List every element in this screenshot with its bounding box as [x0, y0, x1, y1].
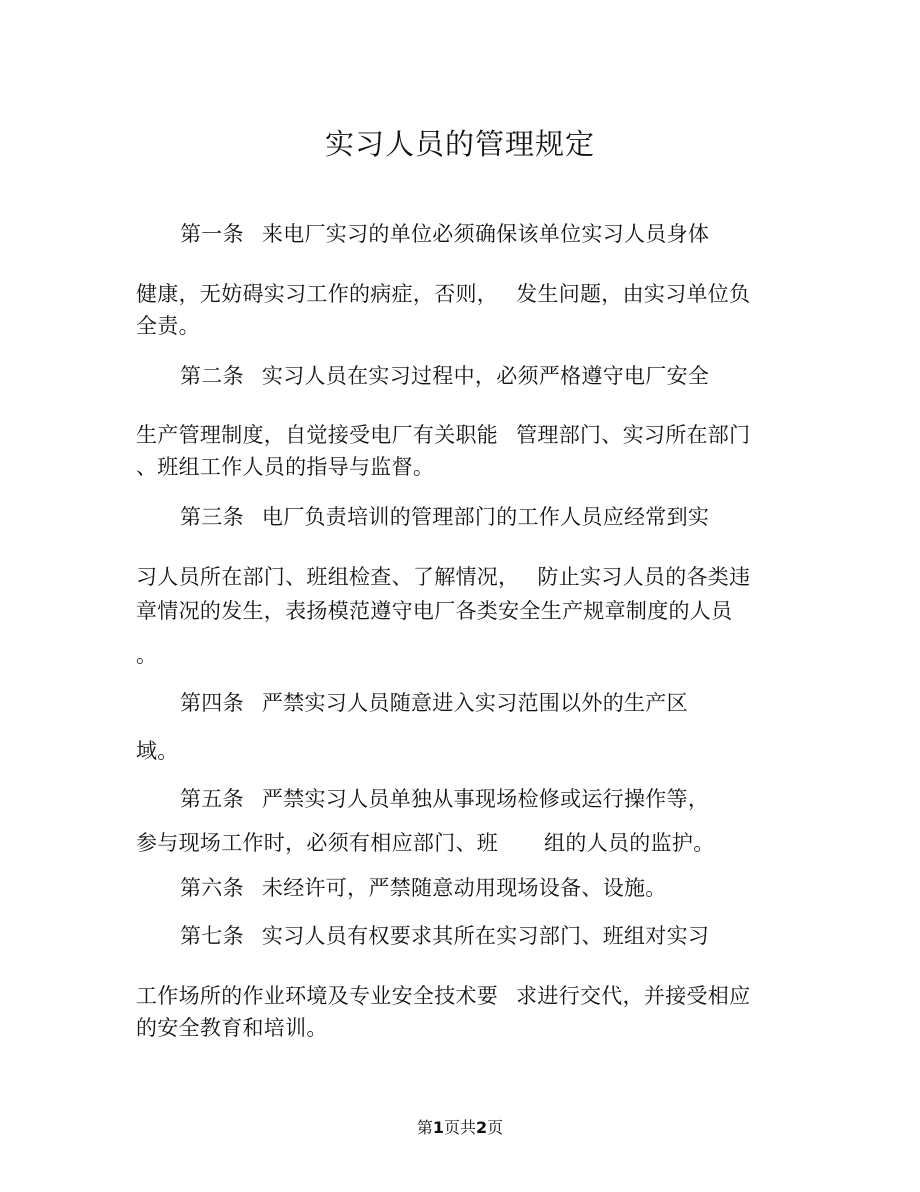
footer-total-pages: 2	[476, 1118, 488, 1137]
article-2-text-2b: 管理部门、实习所在部门	[516, 423, 751, 447]
article-7-line-2	[136, 981, 776, 1011]
article-2-number: 第二条	[180, 364, 244, 388]
article-3-number: 第三条	[180, 505, 244, 529]
article-7-line-1	[180, 921, 820, 951]
article-1-line-3: 全责。	[136, 314, 200, 338]
article-7-line-3: 的安全教育和培训。	[136, 1016, 328, 1040]
article-4-line-2: 域。	[136, 739, 179, 763]
article-4-line-1	[180, 688, 820, 718]
article-5-text-2a: 参与现场工作时，必须有相应部门、班	[136, 831, 499, 855]
article-5-line-2	[136, 828, 776, 858]
document-title: 实习人员的管理规定	[324, 127, 595, 161]
article-1-line-1	[180, 219, 820, 249]
article-1-number: 第一条	[180, 222, 244, 246]
article-1-text-2a: 健康，无妨碍实习工作的病症，否则，	[136, 282, 499, 306]
article-4-text-1: 严禁实习人员随意进入实习范围以外的生产区	[261, 691, 688, 715]
article-1-text-2b: 发生问题，由实习单位负	[516, 282, 751, 306]
article-3-text-1: 电厂负责培训的管理部门的工作人员应经常到实	[261, 505, 710, 529]
article-2-line-3: 、班组工作人员的指导与监督。	[136, 455, 435, 479]
article-7-text-2b: 求进行交代，并接受相应	[516, 984, 751, 1008]
footer-current-page: 1	[432, 1118, 444, 1137]
article-2-line-1	[180, 361, 820, 391]
footer-prefix: 第	[416, 1118, 433, 1137]
article-3-line-3: 章情况的发生，表扬模范遵守电厂各类安全生产规章制度的人员	[136, 599, 733, 623]
article-3-text-2b: 防止实习人员的各类违	[537, 565, 751, 589]
article-6-number: 第六条	[180, 876, 244, 900]
article-2-line-2	[136, 420, 776, 450]
article-5-number: 第五条	[180, 787, 244, 811]
article-7-text-2a: 工作场所的作业环境及专业安全技术要	[136, 984, 499, 1008]
article-3-line-4: 。	[136, 643, 158, 667]
article-1-line-2	[136, 279, 776, 309]
footer-suffix: 页	[487, 1118, 504, 1137]
article-4-number: 第四条	[180, 691, 244, 715]
footer-middle: 页共	[443, 1118, 476, 1137]
page-footer	[0, 1116, 920, 1140]
article-5-line-1	[180, 784, 820, 814]
article-1-text-1: 来电厂实习的单位必须确保该单位实习人员身体	[261, 222, 710, 246]
article-6-text-1: 未经许可，严禁随意动用现场设备、设施。	[261, 876, 667, 900]
article-3-line-1	[180, 502, 820, 532]
article-2-text-2a: 生产管理制度，自觉接受电厂有关职能	[136, 423, 499, 447]
article-2-text-1: 实习人员在实习过程中，必须严格遵守电厂安全	[261, 364, 710, 388]
article-6-line-1	[180, 873, 820, 903]
article-3-text-2a: 习人员所在部门、班组检查、了解情况，	[136, 565, 520, 589]
article-5-text-2b: 组的人员的监护。	[544, 831, 715, 855]
article-3-line-2	[136, 562, 776, 592]
article-5-text-1: 严禁实习人员单独从事现场检修或运行操作等，	[261, 787, 710, 811]
article-7-number: 第七条	[180, 924, 244, 948]
article-7-text-1: 实习人员有权要求其所在实习部门、班组对实习	[261, 924, 710, 948]
